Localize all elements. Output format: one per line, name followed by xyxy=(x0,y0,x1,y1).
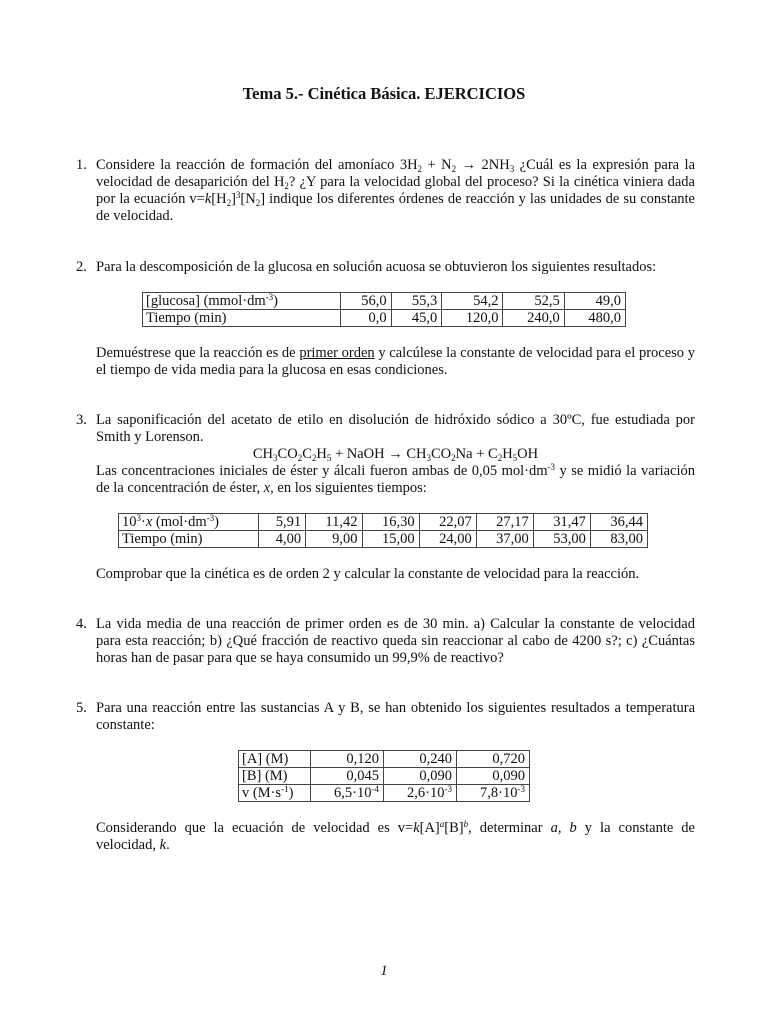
table-cell: 54,2 xyxy=(442,293,503,310)
table-cell: 4,00 xyxy=(259,531,306,548)
table-cell: 31,47 xyxy=(533,514,590,531)
exercise-5-intro: Para una reacción entre las sustancias A y B, se han obtenido los siguientes resultados a temperatura constante: xyxy=(96,700,695,733)
table-row xyxy=(119,514,648,531)
glucose-table xyxy=(142,292,626,327)
table-cell: 56,0 xyxy=(341,293,392,310)
exercise-5-number: 5. xyxy=(76,700,87,716)
table-cell: 37,00 xyxy=(476,531,533,548)
exercise-2-number: 2. xyxy=(76,259,87,275)
ester-table xyxy=(118,513,648,548)
table-cell: 49,0 xyxy=(564,293,625,310)
table-row xyxy=(239,768,530,785)
reaction-equation: $CH_3CO_2C_2H_5$ + NaOH → $CH_3CO_2Na + C_2H_5OH$ xyxy=(252,446,539,463)
table-cell: 0,240 xyxy=(384,751,457,768)
table-cell: $2,6\cdot 10^{-3}$ xyxy=(384,785,457,802)
table-cell: 24,00 xyxy=(419,531,476,548)
table-row xyxy=(143,310,626,327)
table-cell: 36,44 xyxy=(590,514,647,531)
exercise-1-text: Considere la reacción de formación del amoníaco $3H_2 + N_2 \to 2NH_3$ ¿Cuál es la expresión para la velocidad de desaparición del $H_2$? ¿Y para la velocidad global del proceso? Si la cinética viniera dada por la ecuación $v=k[H_2]^3[N_2]$ indique los diferentes órdenes de reacción y las unidades de su constante de velocidad. xyxy=(96,157,696,224)
table-cell: 53,00 xyxy=(533,531,590,548)
table-cell: 11,42 xyxy=(306,514,362,531)
table-cell: 0,045 xyxy=(311,768,384,785)
table-cell: 0,120 xyxy=(311,751,384,768)
table-cell-label: v $(M\cdot s^{-1})$ xyxy=(239,785,311,802)
exercise-3-text: Las concentraciones iniciales de éster y álcali fueron ambas de 0,05 $mol\cdot dm^{-3}$ y se midió la variación de la concentración de éster, x, en los siguientes tiempos: xyxy=(96,462,695,496)
table-row xyxy=(119,531,648,548)
exercise-4-number: 4. xyxy=(76,616,87,632)
table-row xyxy=(239,751,530,768)
table-cell-label: [B] (M) xyxy=(239,768,311,785)
table-cell: 9,00 xyxy=(306,531,362,548)
rate-table xyxy=(238,750,530,802)
table-row xyxy=(239,785,530,802)
table-cell: 480,0 xyxy=(564,310,625,327)
page-number: 1 xyxy=(380,963,388,979)
table-cell: $6,5\cdot 10^{-4}$ xyxy=(311,785,384,802)
exercise-3-intro: La saponificación del acetato de etilo en disolución de hidróxido sódico a 30ºC, fue estudiada por Smith y Lorenson. xyxy=(96,412,695,445)
table-cell: 83,00 xyxy=(590,531,647,548)
table-cell-label: Tiempo (min) xyxy=(119,531,259,548)
table-cell: 55,3 xyxy=(391,293,442,310)
table-cell: 22,07 xyxy=(419,514,476,531)
table-cell: 240,0 xyxy=(503,310,564,327)
table-cell: 45,0 xyxy=(391,310,442,327)
exercise-1-number: 1. xyxy=(76,157,87,173)
table-cell-label: [glucosa] $(mmol\cdot dm^{-3})$ xyxy=(143,293,341,310)
table-cell: 16,30 xyxy=(362,514,419,531)
table-cell: 120,0 xyxy=(442,310,503,327)
table-cell-label: Tiempo (min) xyxy=(143,310,341,327)
table-cell-label: [A] (M) xyxy=(239,751,311,768)
exercise-2-question: Demuéstrese que la reacción es de primer orden y calcúlese la constante de velocidad para el proceso y el tiempo de vida media para la glucosa en esas condiciones. xyxy=(96,345,695,378)
table-cell: 5,91 xyxy=(259,514,306,531)
exercise-3-question: Comprobar que la cinética es de orden 2 y calcular la constante de velocidad para la reacción. xyxy=(96,566,640,582)
page-title: Tema 5.- Cinética Básica. EJERCICIOS xyxy=(242,84,526,103)
table-row xyxy=(143,293,626,310)
table-cell: 15,00 xyxy=(362,531,419,548)
exercise-3-number: 3. xyxy=(76,412,87,428)
table-cell: 0,0 xyxy=(341,310,392,327)
table-cell: 0,090 xyxy=(457,768,530,785)
table-cell: 27,17 xyxy=(476,514,533,531)
table-cell: 0,720 xyxy=(457,751,530,768)
table-cell: 52,5 xyxy=(503,293,564,310)
table-cell: 0,090 xyxy=(384,768,457,785)
table-cell-label: $10^3\cdot x$ $(mol\cdot dm^{-3})$ xyxy=(119,514,259,531)
exercise-2-intro: Para la descomposición de la glucosa en solución acuosa se obtuvieron los siguientes resultados: xyxy=(96,259,657,275)
exercise-5-question: Considerando que la ecuación de velocidad es $v=k[A]^a[B]^b$, determinar a, b y la constante de velocidad, k. xyxy=(96,819,695,853)
table-cell: $7,8\cdot 10^{-3}$ xyxy=(457,785,530,802)
exercise-4-text: La vida media de una reacción de primer orden es de 30 min. a) Calcular la constante de velocidad para esta reacción; b) ¿Qué fracción de reactivo queda sin reaccionar al cabo de 4200 s?; c) ¿Cuántas horas han de pasar para que se haya consumido un 99,9% de reactivo? xyxy=(96,616,695,666)
